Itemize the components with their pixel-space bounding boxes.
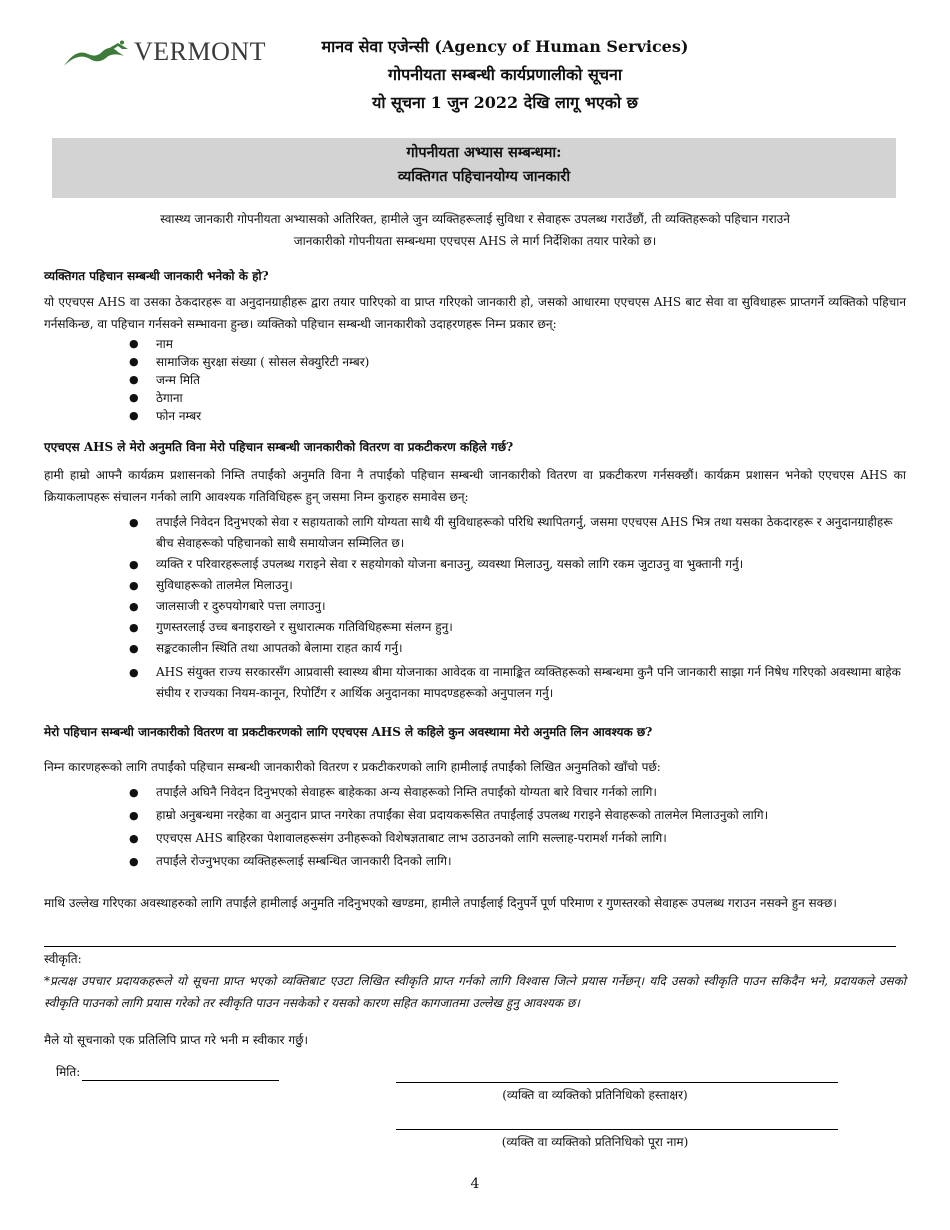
list-item: ● जालसाजी र दुरुपयोगबारे पत्ता लगाउनु। <box>156 596 906 617</box>
list-item: ● AHS संयुक्त राज्य सरकारसँग आप्रवासी स्वास्थ्य बीमा योजनाका आवेदक वा नामाङ्कित व्यक्तिहरूको सम्बन्धमा कुनै पनि जानकारी साझा गर्न निषेध गरिएको अवस्थामा बाहेक संघीय र राज्यका नियम-कानून, रिपोर्टिंग र आर्थिक अनुदानका मापदण्डहरूको अनुपालन गर्नु। <box>156 662 906 704</box>
agency-title: मानव सेवा एजेन्सी (Agency of Human Services) <box>321 37 689 56</box>
notice-title: गोपनीयता सम्बन्धी कार्यप्रणालीको सूचना <box>387 65 623 84</box>
disclosure-list <box>156 512 906 704</box>
section1-body: यो एएचएस AHS वा उसका ठेकदारहरू वा अनुदानग्राहीहरू द्वारा तयार पारिएको वा प्राप्त गरिएको जानकारी हो, जसको आधारमा एएचएस AHS बाट सेवा वा सुविधाहरू प्राप्तगर्ने व्यक्तिको पहिचान गर्नसकिन्छ, वा पहिचान गर्नसक्ने सम्भावना हुन्छ। व्यक्तिको पहिचान सम्बन्धी जानकारीको उदाहरणहरू निम्न प्रकार छन्: <box>44 295 906 331</box>
logo-wordmark: VERMONT <box>134 37 267 66</box>
section2-body: हामी हाम्रो आफ्नै कार्यक्रम प्रशासनको निम्ति तपाईंको अनुमति विना नै तपाईंको पहिचान सम्बन्धी जानकारीको वितरण वा प्रकटीकरण गर्नसक्छौं। कार्यक्रम प्रशासन भनेको एएचएस AHS का क्रियाकलापहरू संचालन गर्नको लागि आवश्यक गतिविधिहरू हुन् जसमा निम्न कुराहरु समावेस छन्: <box>44 468 906 504</box>
page-number: 4 <box>470 1176 480 1192</box>
date-line[interactable] <box>82 1080 279 1081</box>
list-item: ● सुविधाहरूको तालमेल मिलाउनु। <box>156 575 906 596</box>
list-item: ● तपाईंले अघिनै निवेदन दिनुभएको सेवाहरू बाहेकका अन्य सेवाहरूको निम्ति तपाईंको योग्यता बारे विचार गर्नको लागि। <box>156 781 906 804</box>
acknowledgement-label: स्वीकृति: <box>44 952 82 966</box>
section3-closing: माथि उल्लेख गरिएका अवस्थाहरुको लागि तपाईंले हामीलाई अनुमति नदिनुभएको खण्डमा, हामीले तपाईंलाई दिनुपर्ने पूर्ण परिमाण र गुणस्तरको सेवाहरू उपलब्ध गराउन नसक्ने हुन सक्छ। <box>44 896 837 910</box>
list-item: ● सामाजिक सुरक्षा संख्या ( सोसल सेक्युरिटी नम्बर) <box>156 353 369 371</box>
intro-paragraph <box>60 208 890 252</box>
list-item: ● तपाईंले निवेदन दिनुभएको सेवा र सहायताको लागि योग्यता साथै यी सुविधाहरूको परिधि स्थापितगर्नु, जसमा एएचएस AHS भित्र तथा यसका ठेकदारहरू र अनुदानग्राहीहरू बीच सेवाहरूको पहिचानको साथै समायोजन सम्मिलित छ। <box>156 512 906 554</box>
permission-list <box>156 781 906 873</box>
list-item: ● ठेगाना <box>156 389 369 407</box>
acknowledgement-note: *प्रत्यक्ष उपचार प्रदायकहरूले यो सूचना प्राप्त भएको व्यक्तिबाट एउटा लिखित स्वीकृति प्राप्त गर्नको लागि विश्वास जित्ने प्रयास गर्नेछन्। यदि उसको स्वीकृति पाउन सकिदैन भने, प्रदायकले उसको स्वीकृति पाउनको लागि प्रयास गरेको तर स्वीकृति पाउन नसकेको र यसको कारण सहित कागजातमा उल्लेख हुनु आवश्यक छ। <box>44 974 906 1010</box>
mountain-logo-icon <box>62 40 136 68</box>
section2-heading: एएचएस AHS ले मेरो अनुमति विना मेरो पहिचान सम्बन्धी जानकारीको वितरण वा प्रकटीकरण कहिले गर्छ? <box>44 440 514 454</box>
section-banner <box>52 138 896 198</box>
intro-line-1: स्वास्थ्य जानकारी गोपनीयता अभ्यासको अतिरिक्त, हामीले जुन व्यक्तिहरूलाई सुविधा र सेवाहरू उपलब्ध गराउँछौं, ती व्यक्तिहरूको पहिचान गराउने <box>160 212 790 226</box>
list-item: ● गुणस्तरलाई उच्च बनाइराख्ने र सुधारात्मक गतिविधिहरूमा संलग्न हुनु। <box>156 617 906 638</box>
list-item: ● जन्म मिति <box>156 371 369 389</box>
list-item: ● नाम <box>156 335 369 353</box>
list-item: ● फोन नम्बर <box>156 407 369 425</box>
full-name-line[interactable] <box>396 1129 838 1130</box>
full-name-label: (व्यक्ति वा व्यक्तिको प्रतिनिधिको पूरा नाम) <box>501 1135 689 1149</box>
banner-line-1: गोपनीयता अभ्यास सम्बन्धमा: <box>406 144 562 161</box>
section3-body: निम्न कारणहरूको लागि तपाईंको पहिचान सम्बन्धी जानकारीको वितरण र प्रकटीकरणको लागि हामीलाई तपाईंको लिखित अनुमतिको खाँचो पर्छ: <box>44 760 661 774</box>
list-item: ● तपाईंले रोज्नुभएका व्यक्तिहरूलाई सम्बन्धित जानकारी दिनको लागि। <box>156 850 906 873</box>
signature-label: (व्यक्ति वा व्यक्तिको प्रतिनिधिको हस्ताक्षर) <box>502 1088 688 1102</box>
effective-date: यो सूचना 1 जुन 2022 देखि लागू भएको छ <box>372 93 638 112</box>
vermont-logo <box>62 36 267 72</box>
list-item: ● व्यक्ति र परिवारहरूलाई उपलब्ध गराइने सेवा र सहयोगको योजना बनाउनु, व्यवस्था मिलाउनु, यसको लागि रकम जुटाउनु वा भुक्तानी गर्नु। <box>156 554 906 575</box>
document-header <box>290 33 720 117</box>
acknowledgement-statement: मैले यो सूचनाको एक प्रतिलिपि प्राप्त गरे भनी म स्वीकार गर्छु। <box>44 1033 309 1047</box>
signature-line[interactable] <box>396 1082 838 1083</box>
intro-line-2: जानकारीको गोपनीयता सम्बन्धमा एएचएस AHS ले मार्ग निर्देशिका तयार पारेको छ। <box>293 234 657 248</box>
date-label: मिति: <box>56 1065 81 1079</box>
list-item: ● सङ्कटकालीन स्थिति तथा आपतको बेलामा राहत कार्य गर्नु। <box>156 638 906 659</box>
banner-line-2: व्यक्तिगत पहिचानयोग्य जानकारी <box>397 168 571 185</box>
section1-heading: व्यक्तिगत पहिचान सम्बन्धी जानकारी भनेको के हो? <box>44 269 269 283</box>
divider <box>44 946 896 947</box>
identifier-list <box>156 335 369 425</box>
list-item: ● एएचएस AHS बाहिरका पेशावालहरूसंग उनीहरूको विशेषज्ञताबाट लाभ उठाउनको लागि सल्लाह-परामर्श गर्नको लागि। <box>156 827 906 850</box>
list-item: ● हाम्रो अनुबन्धमा नरहेका वा अनुदान प्राप्त नगरेका तपाईंका सेवा प्रदायकरूसित तपाईंलाई उपलब्ध गराइने सेवाहरूको तालमेल मिलाउनुको लागि। <box>156 804 906 827</box>
section3-heading: मेरो पहिचान सम्बन्धी जानकारीको वितरण वा प्रकटीकरणको लागि एएचएस AHS ले कहिले कुन अवस्थामा मेरो अनुमति लिन आवश्यक छ? <box>44 725 653 739</box>
